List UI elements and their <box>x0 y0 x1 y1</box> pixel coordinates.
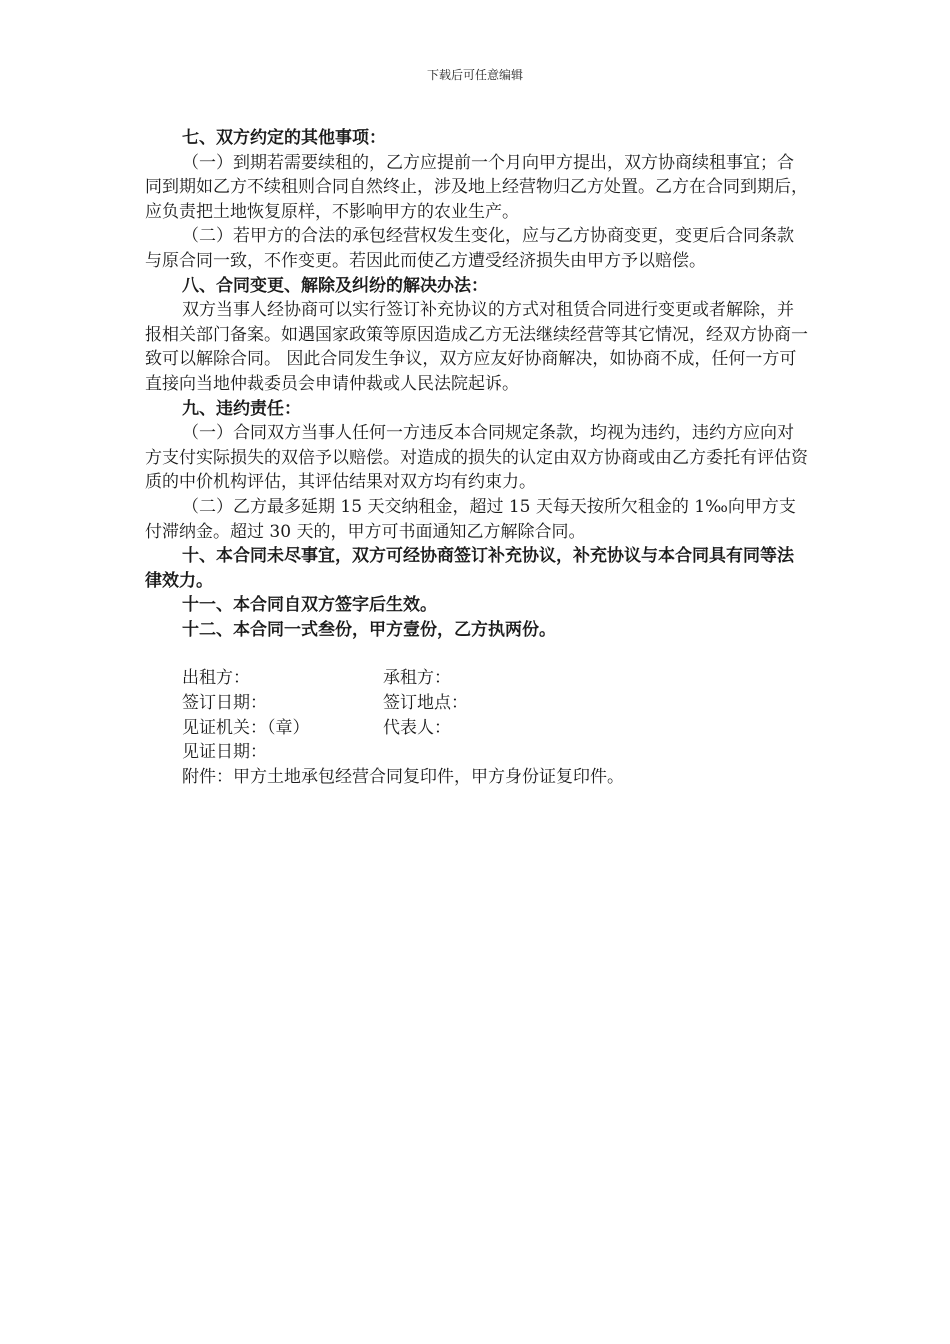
representative-label: 代表人： <box>383 717 451 738</box>
witness-date-label: 见证日期： <box>182 742 267 763</box>
section-7-clause-1: （一）到期若需要续租的，乙方应提前一个月向甲方提出，双方协商续租事宜；合同到期如乙方不续租则合同自然终止，涉及地上经营物归乙方处置。乙方在合同到期后，应负责把土地恢复原样，不影响甲方的农业生产。 <box>145 152 808 222</box>
lessee-label: 承租方： <box>383 668 451 689</box>
section-9-clause-2: （二）乙方最多延期 15 天交纳租金，超过 15 天每天按所欠租金的 1‰向甲方支付滞纳金。超过 30 天的，甲方可书面通知乙方解除合同。 <box>145 496 796 542</box>
section-9-clause-1: （一）合同双方当事人任何一方违反本合同规定条款，均视为违约，违约方应向对方支付实际损失的双倍予以赔偿。对造成的损失的认定由双方协商或由乙方委托有评估资质的中价机构评估，其评估结果对双方均有约束力。 <box>145 423 808 493</box>
signature-row-parties <box>182 666 810 691</box>
sign-place-label: 签订地点： <box>383 693 468 714</box>
section-12: 十二、本合同一式叁份，甲方壹份，乙方执两份。 <box>182 619 556 640</box>
contract-body <box>145 126 810 789</box>
attachment-line <box>182 765 810 790</box>
lessor-label: 出租方： <box>182 668 250 689</box>
signature-row-date-place <box>182 691 810 716</box>
section-7-title: 七、双方约定的其他事项： <box>182 128 386 148</box>
page-header: 下载后可任意编辑 <box>426 68 523 82</box>
section-8-title: 八、合同变更、解除及纠纷的解决办法： <box>182 275 488 296</box>
signature-block <box>145 666 810 789</box>
attachment-text: 附件：甲方土地承包经营合同复印件，甲方身份证复印件。 <box>182 766 624 787</box>
section-9-title: 九、违约责任： <box>182 398 301 419</box>
section-11: 十一、本合同自双方签字后生效。 <box>182 595 437 616</box>
signature-row-witness <box>182 716 810 741</box>
section-7-clause-2: （二）若甲方的合法的承包经营权发生变化，应与乙方协商变更，变更后合同条款与原合同一致，不作变更。若因此而使乙方遭受经济损失由甲方予以赔偿。 <box>145 226 794 271</box>
section-10: 十、本合同未尽事宜，双方可经协商签订补充协议，补充协议与本合同具有同等法律效力。 <box>145 546 794 591</box>
witness-org-label: 见证机关：（章） <box>182 717 310 738</box>
signature-row-witness-date <box>182 740 810 765</box>
sign-date-label: 签订日期： <box>182 693 267 714</box>
section-8-paragraph: 双方当事人经协商可以实行签订补充协议的方式对租赁合同进行变更或者解除，并报相关部门备案。如遇国家政策等原因造成乙方无法继续经营等其它情况，经双方协商一致可以解除合同。 因此合同发生争议，双方应友好协商解决，如协商不成，任何一方可直接向当地仲裁委员会申请仲裁或人民法院起诉。 <box>145 300 808 394</box>
